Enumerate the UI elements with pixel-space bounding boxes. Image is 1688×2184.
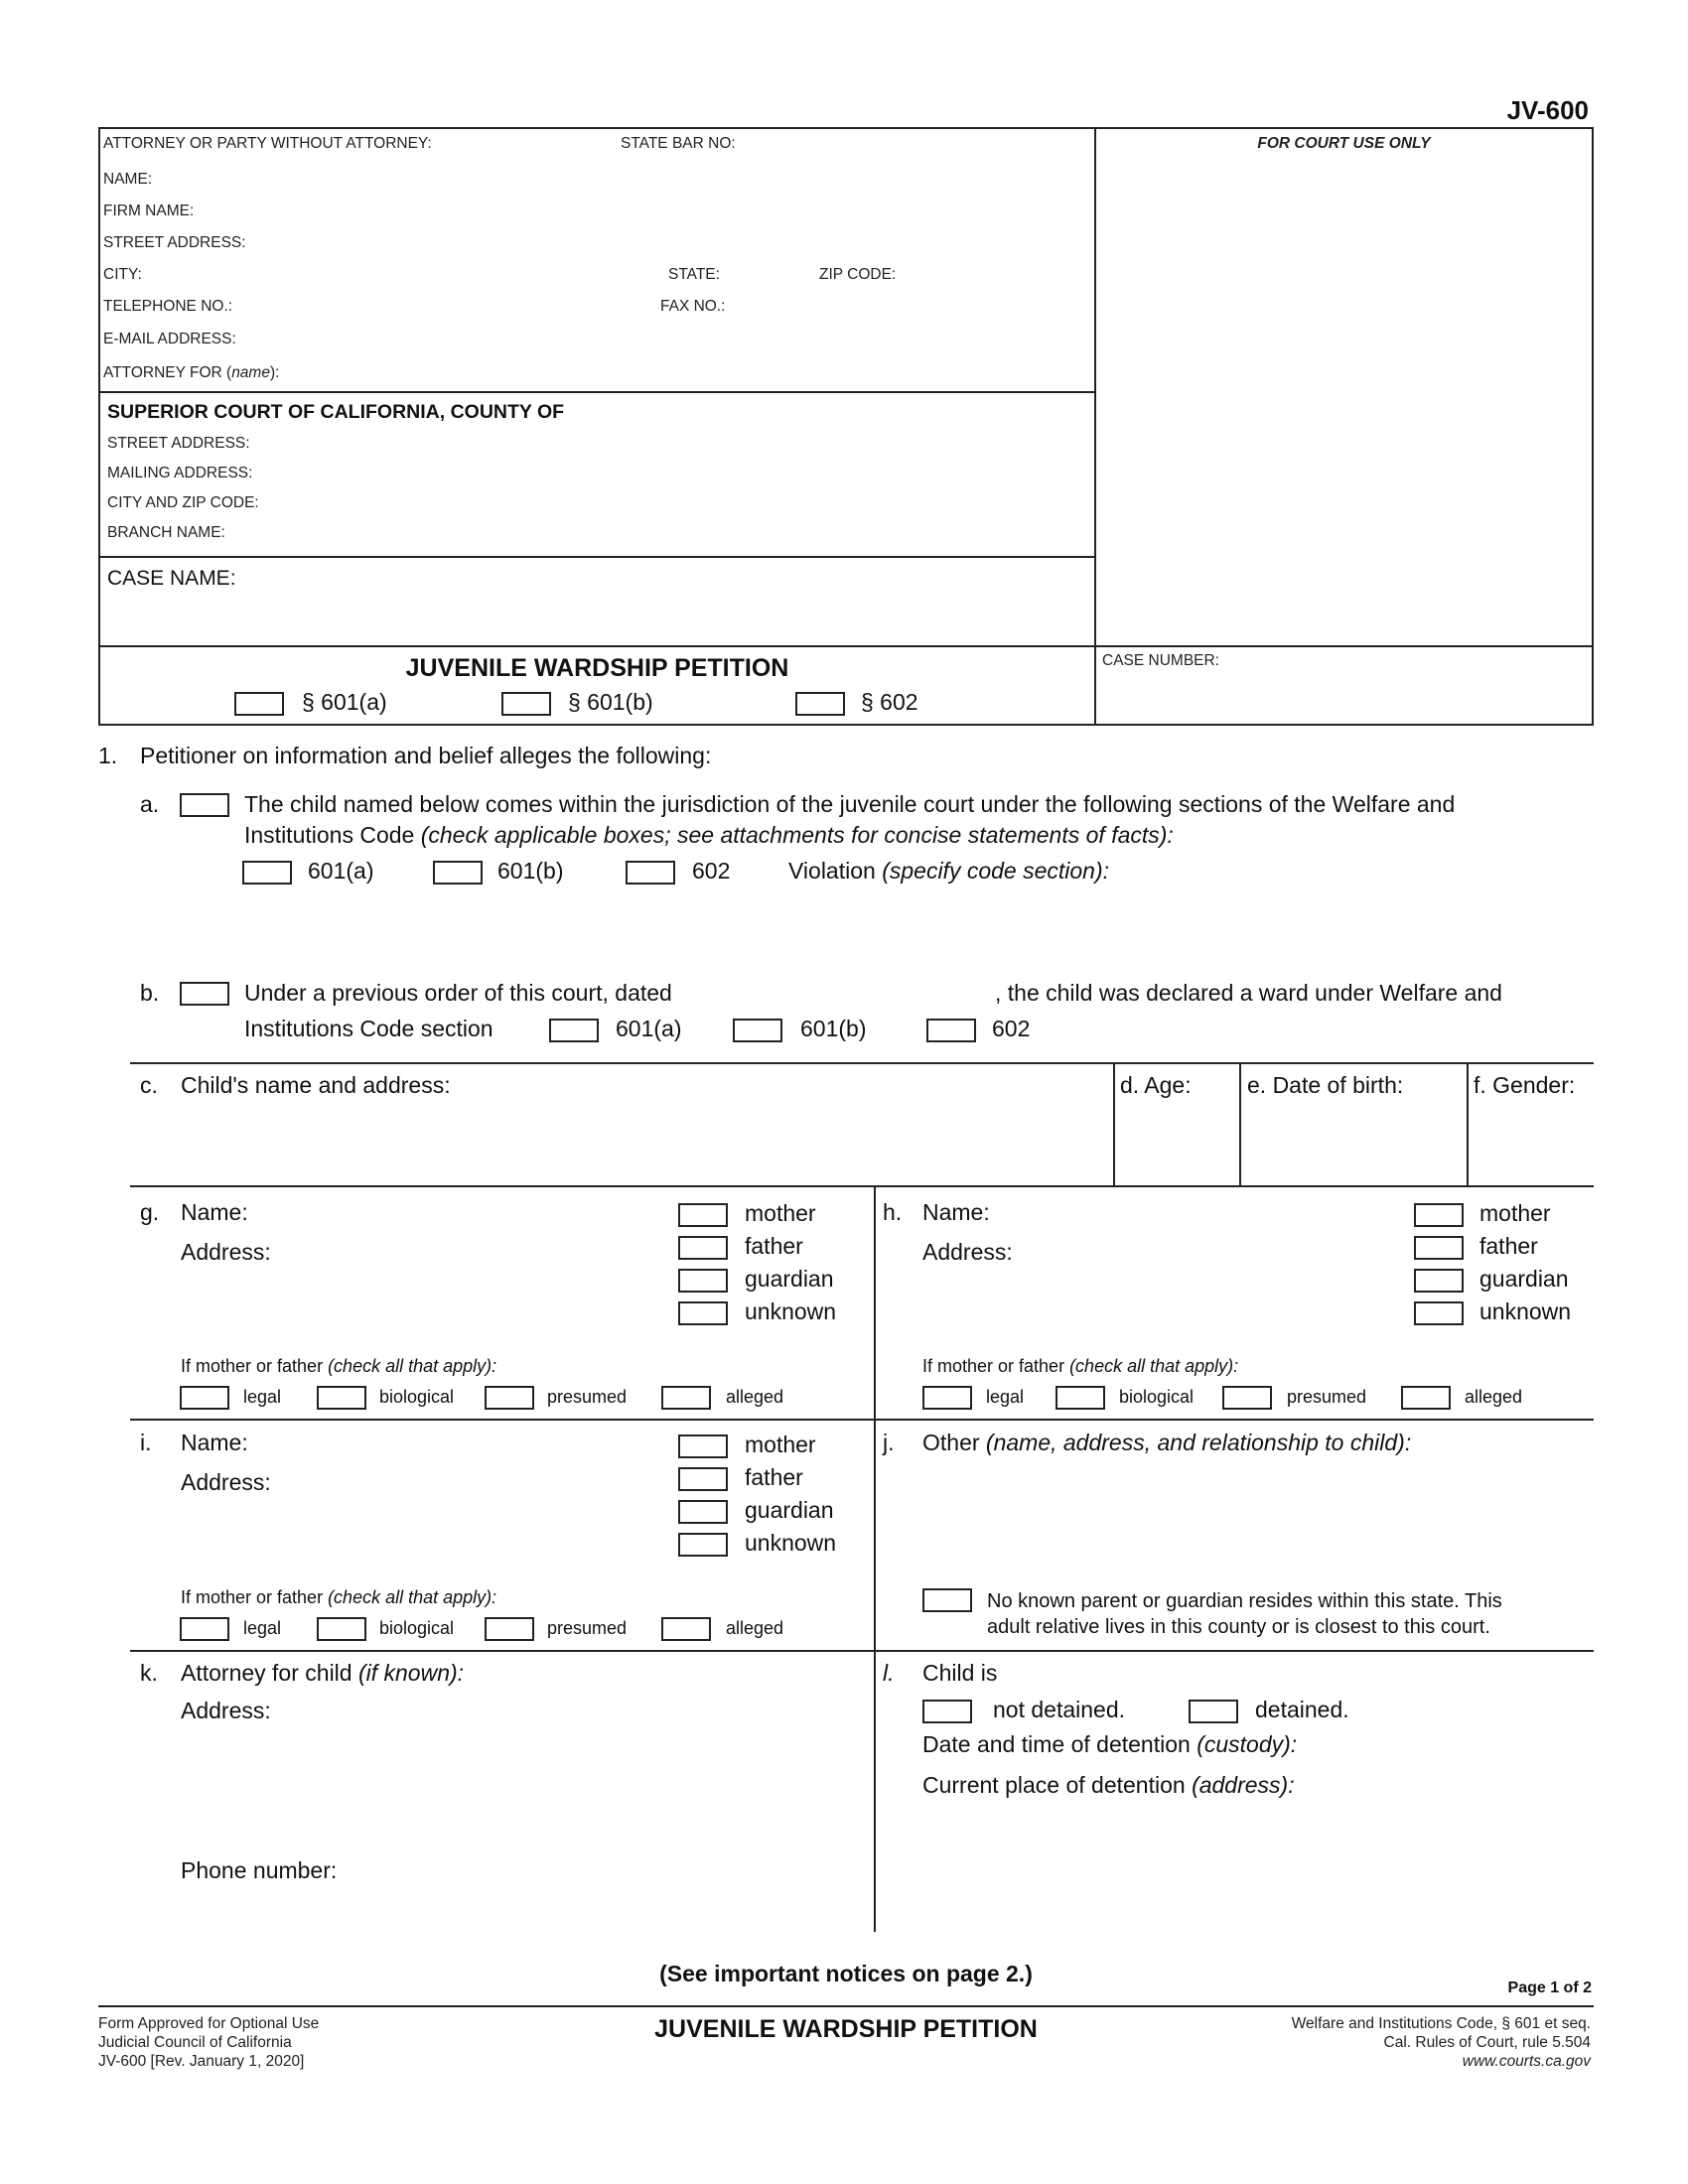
item-i-if-parent: If mother or father (check all that apply):: [181, 1587, 497, 1607]
item-g-biological-checkbox[interactable]: [317, 1386, 366, 1410]
item-b-line2: Institutions Code section: [244, 1016, 493, 1041]
court-title: SUPERIOR COURT OF CALIFORNIA, COUNTY OF: [107, 401, 565, 423]
item-a-602-checkbox[interactable]: [626, 861, 675, 885]
item-g-father-checkbox[interactable]: [678, 1236, 728, 1260]
item-a-line2: Institutions Code (check applicable boxes; see attachments for concise statements of facts):: [244, 822, 1174, 848]
item-h-mother-label: mother: [1479, 1200, 1551, 1226]
item-g-legal-label: legal: [243, 1387, 282, 1407]
divider-d: [1113, 1062, 1115, 1187]
item-l-not-detained-checkbox[interactable]: [922, 1700, 972, 1723]
item-i-guardian-label: guardian: [745, 1497, 834, 1523]
item-g-mother-label: mother: [745, 1200, 816, 1226]
item-i-unknown-label: unknown: [745, 1530, 837, 1556]
case-number-label: CASE NUMBER:: [1102, 652, 1219, 669]
item-g-biological-label: biological: [379, 1387, 455, 1407]
case-name-block: [98, 556, 1096, 647]
item-h-alleged-checkbox[interactable]: [1401, 1386, 1451, 1410]
item-i-presumed-label: presumed: [547, 1618, 628, 1638]
item-h-alleged-label: alleged: [1465, 1387, 1523, 1407]
item-h-guardian-checkbox[interactable]: [1414, 1269, 1464, 1293]
court-use-label: FOR COURT USE ONLY: [1257, 135, 1431, 152]
item-h-father-checkbox[interactable]: [1414, 1236, 1464, 1260]
item-g-mother-checkbox[interactable]: [678, 1203, 728, 1227]
petition-601b-label: § 601(b): [568, 689, 653, 715]
item-g-guardian-label: guardian: [745, 1266, 834, 1292]
item-b-601b-checkbox[interactable]: [733, 1019, 782, 1042]
item-i-guardian-checkbox[interactable]: [678, 1500, 728, 1524]
petition-601a-label: § 601(a): [302, 689, 387, 715]
item-h-guardian-label: guardian: [1479, 1266, 1569, 1292]
zip-label: ZIP CODE:: [819, 266, 897, 283]
petition-601b-checkbox[interactable]: [501, 692, 551, 716]
email-label: E-MAIL ADDRESS:: [103, 331, 236, 347]
item-g-name: Name:: [181, 1199, 248, 1225]
item-g-father-label: father: [745, 1233, 803, 1259]
item-i-biological-label: biological: [379, 1618, 455, 1638]
item-i-mother-label: mother: [745, 1432, 816, 1457]
item-a-602-label: 602: [692, 858, 731, 884]
item-l-not-detained-label: not detained.: [993, 1697, 1126, 1722]
footer-title: JUVENILE WARDSHIP PETITION: [654, 2015, 1038, 2043]
item-a-checkbox[interactable]: [180, 793, 229, 817]
item-i-letter: i.: [140, 1430, 152, 1455]
item-g-legal-checkbox[interactable]: [180, 1386, 229, 1410]
item-b-letter: b.: [140, 980, 160, 1006]
phone-label: TELEPHONE NO.:: [103, 298, 233, 315]
divider-cdef-top: [130, 1062, 1594, 1064]
item-g-guardian-checkbox[interactable]: [678, 1269, 728, 1293]
footer-right3: www.courts.ca.gov: [1462, 2053, 1591, 2070]
item-b-602-checkbox[interactable]: [926, 1019, 976, 1042]
court-branch-label: BRANCH NAME:: [107, 524, 225, 541]
item-k-letter: k.: [140, 1660, 158, 1686]
item-f-label: f. Gender:: [1474, 1072, 1576, 1098]
item-h-presumed-checkbox[interactable]: [1222, 1386, 1272, 1410]
item-a-601a-label: 601(a): [308, 858, 374, 884]
item-b-602-label: 602: [992, 1016, 1031, 1041]
footer-rule: [98, 2005, 1594, 2007]
item-i-legal-label: legal: [243, 1618, 282, 1638]
state-label: STATE:: [668, 266, 720, 283]
item-b-601a-checkbox[interactable]: [549, 1019, 599, 1042]
street-label: STREET ADDRESS:: [103, 234, 246, 251]
item-a-letter: a.: [140, 791, 160, 817]
footer-left3: JV-600 [Rev. January 1, 2020]: [98, 2053, 305, 2070]
item-e-label: e. Date of birth:: [1247, 1072, 1404, 1098]
form-id: JV-600: [1506, 95, 1589, 125]
item-i-mother-checkbox[interactable]: [678, 1434, 728, 1458]
item-l-letter: l.: [883, 1660, 895, 1686]
item-h-name: Name:: [922, 1199, 990, 1225]
item-i-father-label: father: [745, 1464, 803, 1490]
case-name-label: CASE NAME:: [107, 567, 236, 590]
item-c-label: Child's name and address:: [181, 1072, 451, 1098]
item-l-place: Current place of detention (address):: [922, 1772, 1295, 1798]
item-i-presumed-checkbox[interactable]: [485, 1617, 534, 1641]
divider-kl-top: [130, 1650, 1594, 1652]
item-i-biological-checkbox[interactable]: [317, 1617, 366, 1641]
item-i-father-checkbox[interactable]: [678, 1467, 728, 1491]
item-g-if-parent: If mother or father (check all that apply):: [181, 1356, 497, 1376]
item-d-label: d. Age:: [1120, 1072, 1192, 1098]
item-b-line1b: , the child was declared a ward under Welfare and: [995, 980, 1502, 1006]
item-i-address: Address:: [181, 1469, 271, 1495]
item-g-alleged-checkbox[interactable]: [661, 1386, 711, 1410]
item-i-alleged-checkbox[interactable]: [661, 1617, 711, 1641]
item-j-note1: No known parent or guardian resides within this state. This: [987, 1590, 1502, 1612]
item-g-address: Address:: [181, 1239, 271, 1265]
item-h-presumed-label: presumed: [1287, 1387, 1367, 1407]
court-street-label: STREET ADDRESS:: [107, 435, 250, 452]
court-city-zip-label: CITY AND ZIP CODE:: [107, 494, 259, 511]
item-a-601a-checkbox[interactable]: [242, 861, 292, 885]
item-i-legal-checkbox[interactable]: [180, 1617, 229, 1641]
item-h-legal-checkbox[interactable]: [922, 1386, 972, 1410]
item-l-label: Child is: [922, 1660, 998, 1686]
footer-left2: Judicial Council of California: [98, 2034, 292, 2051]
footer-left1: Form Approved for Optional Use: [98, 2015, 320, 2032]
item-a-line1: The child named below comes within the jurisdiction of the juvenile court under the following sections of the Welfare and: [244, 791, 1456, 817]
item-k-label: Attorney for child (if known):: [181, 1660, 465, 1686]
item-l-detained-label: detained.: [1255, 1697, 1349, 1722]
petition-title: JUVENILE WARDSHIP PETITION: [405, 654, 789, 682]
court-use-block: [1094, 127, 1594, 647]
item-i-alleged-label: alleged: [726, 1618, 784, 1638]
attorney-for-label: ATTORNEY FOR (name):: [103, 364, 280, 381]
divider-ij-top: [130, 1419, 1594, 1421]
firm-label: FIRM NAME:: [103, 203, 195, 219]
item-b-601b-label: 601(b): [800, 1016, 867, 1041]
item-h-unknown-checkbox[interactable]: [1414, 1301, 1464, 1325]
item1-number: 1.: [98, 743, 118, 768]
item-g-unknown-label: unknown: [745, 1298, 837, 1324]
item-k-phone: Phone number:: [181, 1857, 338, 1883]
item-g-unknown-checkbox[interactable]: [678, 1301, 728, 1325]
petition-601a-checkbox[interactable]: [234, 692, 284, 716]
item-a-violation: Violation (specify code section):: [788, 858, 1110, 884]
attorney-label: ATTORNEY OR PARTY WITHOUT ATTORNEY:: [103, 135, 432, 152]
item-j-no-known-parent-checkbox[interactable]: [922, 1588, 972, 1612]
item-i-name: Name:: [181, 1430, 248, 1455]
divider-center: [874, 1185, 876, 1932]
item-h-if-parent: If mother or father (check all that apply):: [922, 1356, 1239, 1376]
footer-right1: Welfare and Institutions Code, § 601 et seq.: [1291, 2015, 1591, 2032]
item-g-presumed-checkbox[interactable]: [485, 1386, 534, 1410]
item-h-father-label: father: [1479, 1233, 1538, 1259]
item-h-legal-label: legal: [986, 1387, 1025, 1407]
footer-notice: (See important notices on page 2.): [659, 1961, 1033, 1986]
petition-602-label: § 602: [861, 689, 918, 715]
name-label: NAME:: [103, 171, 153, 188]
item-b-checkbox[interactable]: [180, 982, 229, 1006]
petition-602-checkbox[interactable]: [795, 692, 845, 716]
item-b-line1a: Under a previous order of this court, dated: [244, 980, 672, 1006]
divider-gh-top: [130, 1185, 1594, 1187]
item-h-biological-checkbox[interactable]: [1055, 1386, 1105, 1410]
item-h-biological-label: biological: [1119, 1387, 1195, 1407]
item-j-note2: adult relative lives in this county or is closest to this court.: [987, 1616, 1490, 1638]
item-h-letter: h.: [883, 1199, 903, 1225]
fax-label: FAX NO.:: [660, 298, 726, 315]
footer-page: Page 1 of 2: [1507, 1979, 1592, 1996]
divider-f: [1467, 1062, 1469, 1187]
item-b-601a-label: 601(a): [616, 1016, 682, 1041]
divider-e: [1239, 1062, 1241, 1187]
item-a-601b-checkbox[interactable]: [433, 861, 483, 885]
attorney-block: [98, 127, 1096, 393]
item-i-unknown-checkbox[interactable]: [678, 1533, 728, 1557]
item-l-detained-checkbox[interactable]: [1189, 1700, 1238, 1723]
item-j-letter: j.: [883, 1430, 895, 1455]
item-c-letter: c.: [140, 1072, 158, 1098]
item-a-601b-label: 601(b): [497, 858, 564, 884]
item1-intro: Petitioner on information and belief alleges the following:: [140, 743, 712, 768]
item-h-mother-checkbox[interactable]: [1414, 1203, 1464, 1227]
item-h-unknown-label: unknown: [1479, 1298, 1572, 1324]
item-g-alleged-label: alleged: [726, 1387, 784, 1407]
footer-right2: Cal. Rules of Court, rule 5.504: [1383, 2034, 1591, 2051]
item-k-address: Address:: [181, 1698, 271, 1723]
item-h-address: Address:: [922, 1239, 1013, 1265]
state-bar-label: STATE BAR NO:: [621, 135, 736, 152]
city-label: CITY:: [103, 266, 142, 283]
item-g-presumed-label: presumed: [547, 1387, 628, 1407]
court-mailing-label: MAILING ADDRESS:: [107, 465, 253, 481]
item-l-date-time: Date and time of detention (custody):: [922, 1731, 1298, 1757]
item-j-label: Other (name, address, and relationship to child):: [922, 1430, 1412, 1455]
item-g-letter: g.: [140, 1199, 160, 1225]
